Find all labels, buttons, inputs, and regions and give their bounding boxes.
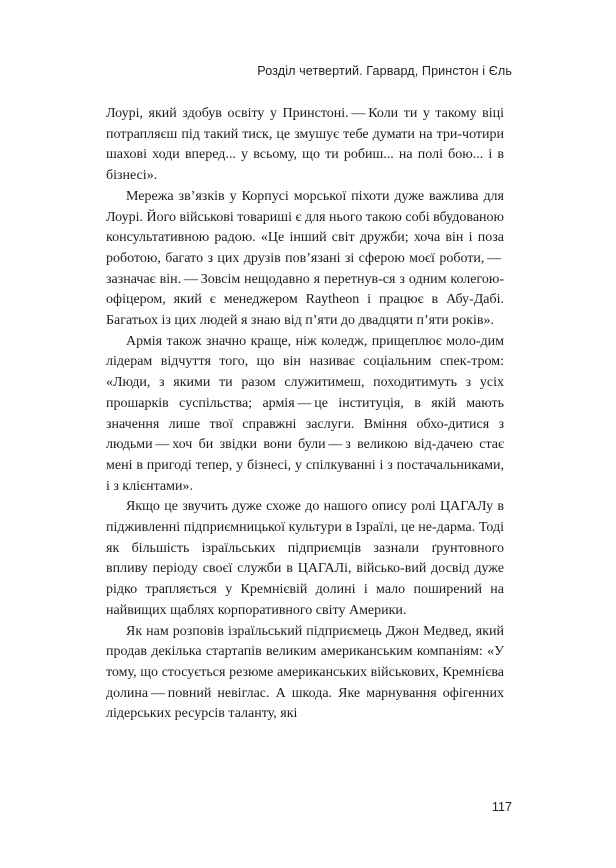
running-header: Розділ четвертий. Гарвард, Принстон і Єль [257,64,512,78]
paragraph-2: Мережа зв’язків у Корпусі морської піхоти дуже важлива для Лоурі. Його військові товариші є для нього такою собі вбудованою консультативною радою. «Це інший світ дружби; хоча він і поза роботою, багато з цих друзів пов’язані зі сферою моєї роботи, — зазначає він. — Зовсім нещодавно я перетнув-ся з одним колегою-офіцером, який є менеджером Raytheon і працює в Абу-Дабі. Багатьох із цих людей я знаю від п’яти до двадцяти п’яти років». [106,188,504,329]
body-text [106,104,504,725]
paragraph-4: Якщо це звучить дуже схоже до нашого опису ролі ЦАГАЛу в підживленні підприємницької культури в Ізраїлі, це не-дарма. Тоді як більшість ізраїльських підприємців зазнали ґрунтовного впливу періоду своєї служби в ЦАГАЛі, військо-вий досвід дуже рідко трапляється у Кремнієвій долині і мало поширений на найвищих щаблях корпоративного світу Америки. [106,499,504,618]
page-number: 117 [491,800,512,814]
paragraph-3: Армія також значно краще, ніж коледж, прищеплює моло-дим лідерам відчуття того, що він називає соціальним спек-тром: «Люди, з якими ти разом служитимеш, походитимуть з усіх прошарків суспільства; армія — це інституція, в якій мають значення лише твої справжні заслуги. Вміння обхо-дитися з людьми — хоч би звідки вони були — з великою від-дачею стає мені в пригоді тепер, у бізнесі, у спілкуванні і з постачальниками, і з клієнтами». [106,333,504,494]
paragraph-5: Як нам розповів ізраїльський підприємець Джон Медвед, який продав декілька стартапів великим американським компаніям: «У тому, що стосується резюме американських військових, Кремнієва долина — повний невіглас. А шкода. Яке марнування офігенних лідерських ресурсів таланту, які [106,623,504,722]
paragraph-1: Лоурі, який здобув освіту у Принстоні. — Коли ти у такому віці потрапляєш під такий тиск, це змушує тебе думати на три-чотири шахові ходи вперед... у всьому, що ти робиш... на полі бою... і в бізнесі». [106,106,504,184]
